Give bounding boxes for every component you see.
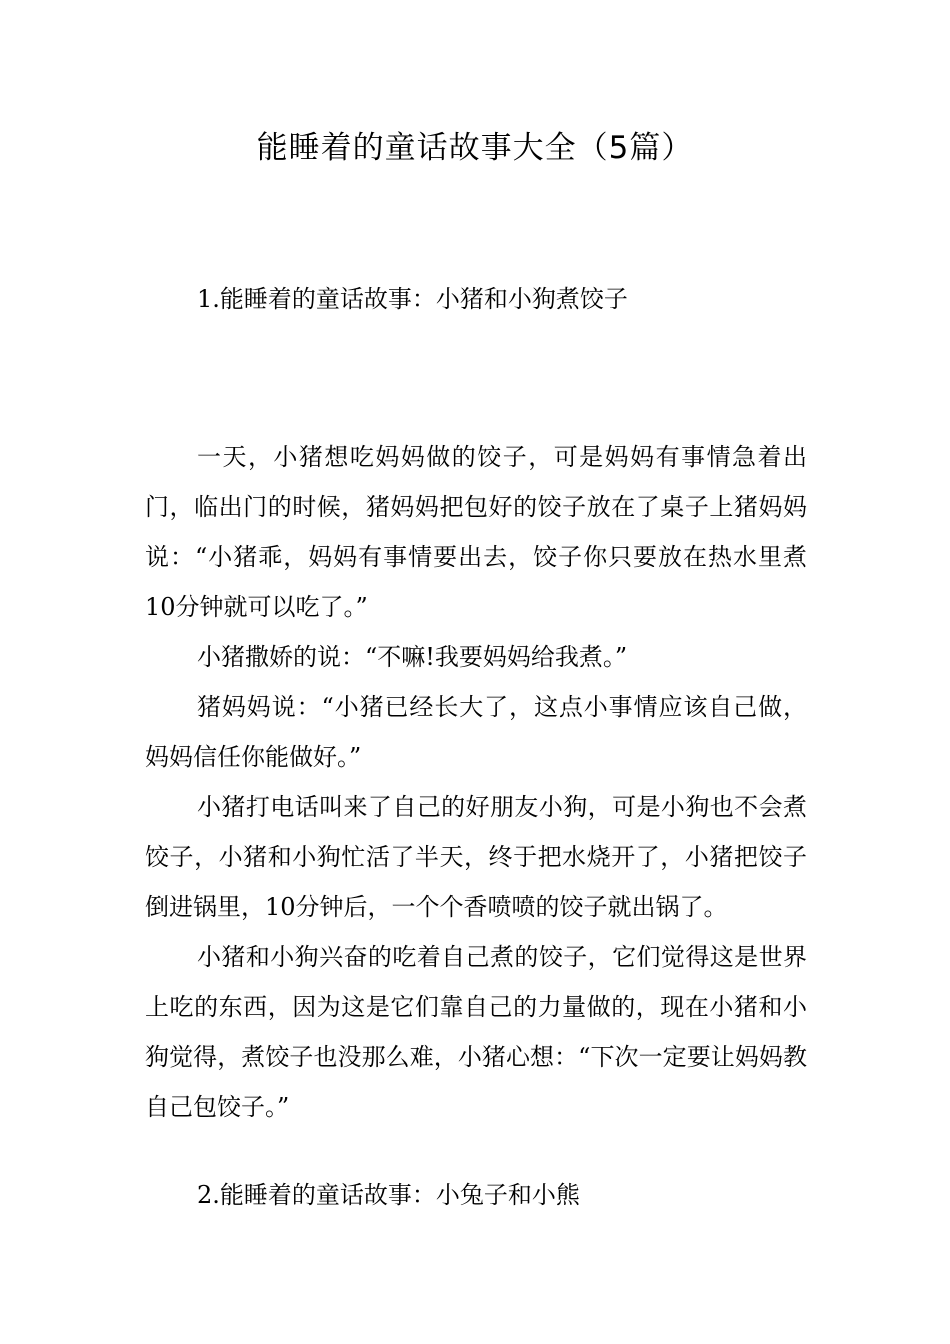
section-1-body xyxy=(145,432,807,1132)
paragraph: 一天，小猪想吃妈妈做的饺子，可是妈妈有事情急着出门，临出门的时候，猪妈妈把包好的饺子放在了桌子上猪妈妈说：“小猪乖，妈妈有事情要出去，饺子你只要放在热水里煮10分钟就可以吃了。” xyxy=(145,443,807,621)
section-heading-2: 2.能睡着的童话故事：小兔子和小熊 xyxy=(197,1181,580,1209)
paragraph: 小猪撒娇的说：“不嘛!我要妈妈给我煮。” xyxy=(197,643,628,671)
paragraph: 小猪打电话叫来了自己的好朋友小狗，可是小狗也不会煮饺子，小猪和小狗忙活了半天，终于把水烧开了，小猪把饺子倒进锅里，10分钟后，一个个香喷喷的饺子就出锅了。 xyxy=(145,793,807,921)
document-title: 能睡着的童话故事大全（5篇） xyxy=(256,130,694,166)
paragraph: 小猪和小狗兴奋的吃着自己煮的饺子，它们觉得这是世界上吃的东西，因为这是它们靠自己的力量做的，现在小猪和小狗觉得，煮饺子也没那么难，小猪心想：“下次一定要让妈妈教自己包饺子。” xyxy=(145,943,807,1121)
paragraph: 猪妈妈说：“小猪已经长大了，这点小事情应该自己做，妈妈信任你能做好。” xyxy=(145,693,807,771)
section-heading-1: 1.能睡着的童话故事：小猪和小狗煮饺子 xyxy=(197,285,628,313)
